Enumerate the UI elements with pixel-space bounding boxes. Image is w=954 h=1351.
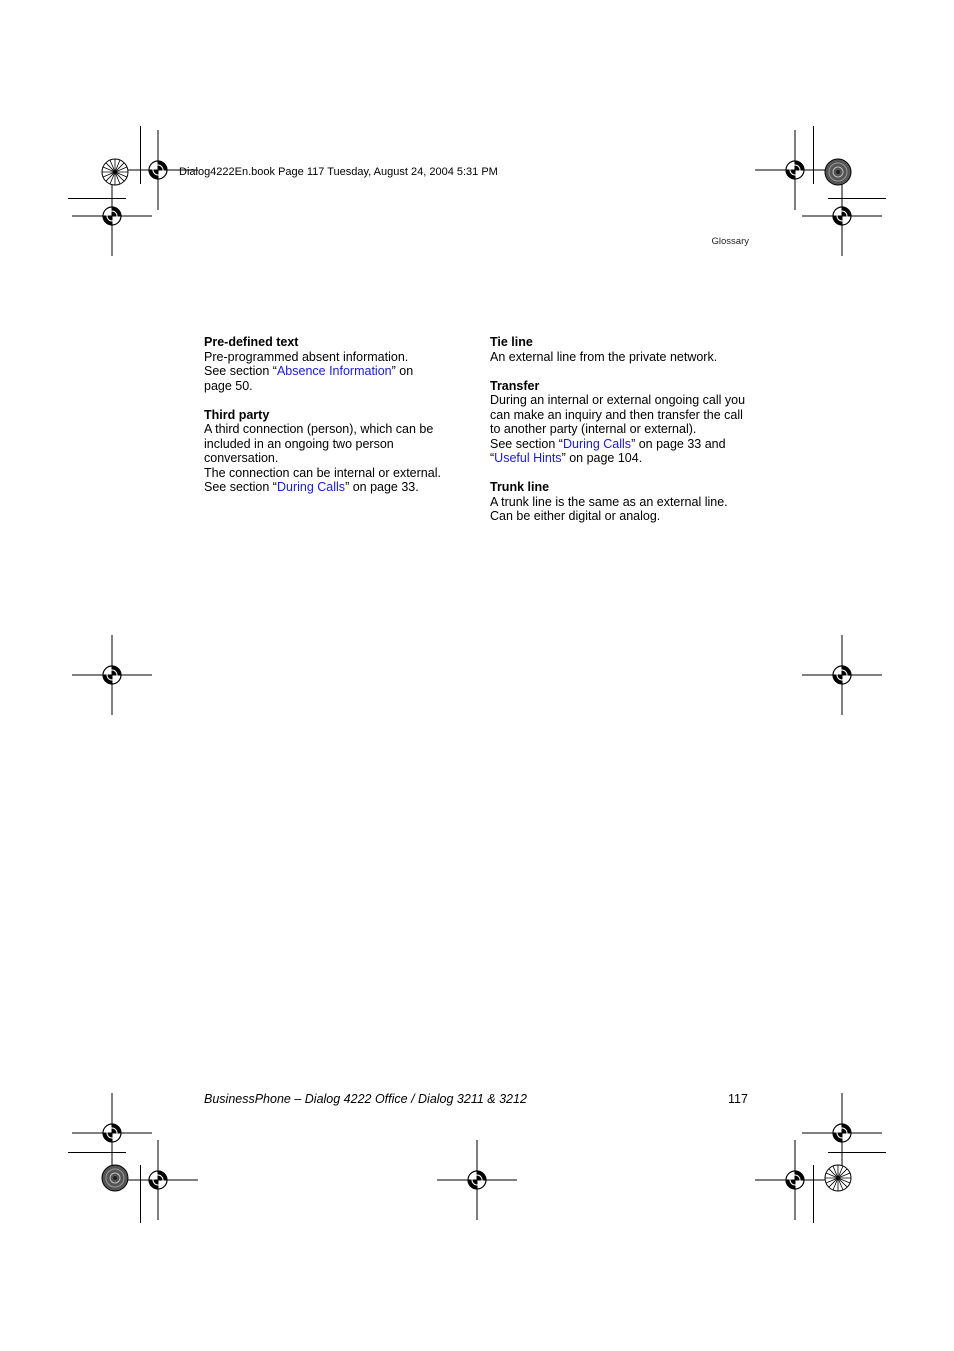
term-heading: Third party: [204, 407, 270, 422]
entry-third-party: [204, 408, 454, 495]
entry-transfer: [490, 379, 750, 466]
entry-pre-defined-text: [204, 335, 454, 393]
page-number: 117: [728, 1092, 748, 1106]
definition-line: can make an inquiry and then transfer the call: [490, 407, 743, 422]
link-during-calls[interactable]: During Calls: [562, 436, 632, 451]
definition-line: During an internal or external ongoing call you: [490, 393, 746, 407]
term-heading: Pre-defined text: [204, 335, 299, 349]
footer-title: BusinessPhone – Dialog 4222 Office / Dialog 3211 & 3212: [204, 1092, 527, 1106]
definition-line: A trunk line is the same as an external line.: [490, 494, 728, 509]
see-reference: See section “Absence Information” on: [204, 364, 414, 378]
glossary-column-right: [490, 335, 750, 538]
link-during-calls[interactable]: During Calls: [276, 480, 346, 494]
term-heading: Trunk line: [490, 480, 550, 494]
term-heading: Transfer: [490, 378, 540, 393]
link-useful-hints[interactable]: Useful Hints: [494, 451, 562, 465]
slug-line: Dialog4222En.book Page 117 Tuesday, August 24, 2004 5:31 PM: [179, 166, 498, 178]
definition-line: to another party (internal or external).: [490, 422, 697, 436]
see-reference: See section “During Calls” on page 33.: [204, 480, 419, 494]
definition-line: included in an ongoing two person: [204, 436, 394, 451]
definition-line: page 50.: [204, 378, 253, 393]
definition-line: A third connection (person), which can be: [204, 422, 434, 436]
definition-line: An external line from the private network.: [490, 349, 718, 364]
link-absence-information[interactable]: Absence Information: [276, 364, 392, 378]
entry-tie-line: [490, 335, 750, 364]
definition-line: Pre-programmed absent information.: [204, 349, 409, 364]
term-heading: Tie line: [490, 335, 533, 349]
glossary-column-left: [204, 335, 454, 509]
running-head: Glossary: [711, 236, 749, 247]
definition-line: The connection can be internal or external.: [204, 465, 441, 480]
definition-line: conversation.: [204, 451, 279, 465]
see-reference: “Useful Hints” on page 104.: [490, 451, 643, 465]
entry-trunk-line: [490, 480, 750, 524]
see-reference: See section “During Calls” on page 33 and: [490, 436, 726, 451]
definition-line: Can be either digital or analog.: [490, 509, 661, 523]
